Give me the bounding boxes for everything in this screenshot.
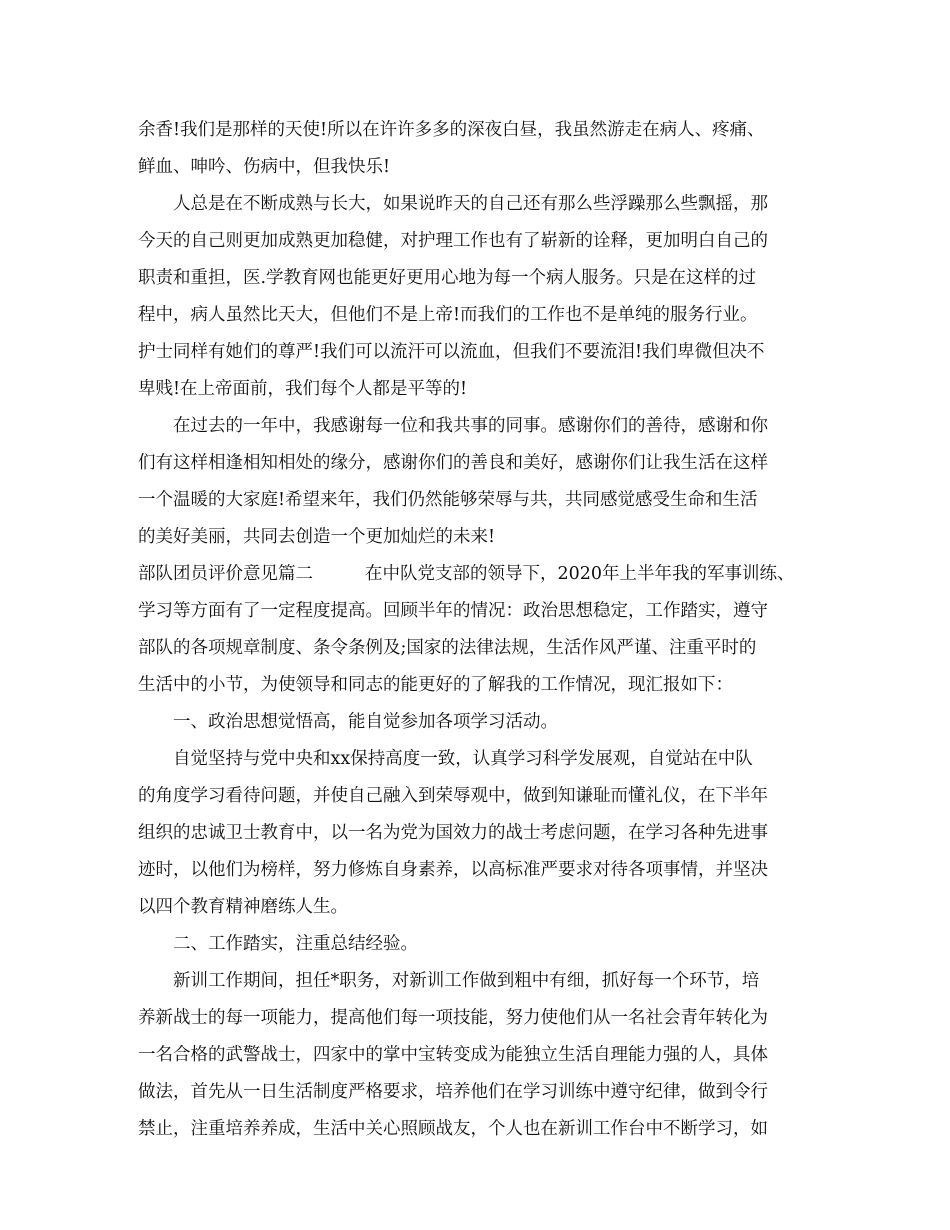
text-line-2: 鲜血、呻吟、伤病中，但我快乐! xyxy=(138,157,391,177)
text-line-21: 迹时，以他们为榜样，努力修炼自身素养，以高标准严要求对待各项事情，并坚决 xyxy=(138,860,768,880)
text-line-14: 学习等方面有了一定程度提高。回顾半年的情况：政治思想稳定，工作踏实，遵守 xyxy=(138,601,768,621)
section-first-line: 在中队党支部的领导下，2020年上半年我的军事训练、 xyxy=(365,564,795,584)
text-line-16: 生活中的小节，为使领导和同志的能更好的了解我的工作情况，现汇报如下： xyxy=(138,675,733,695)
text-line-27: 做法，首先从一日生活制度严格要求，培养他们在学习训练中遵守纪律，做到令行 xyxy=(138,1082,768,1102)
text-line-6: 程中，病人虽然比天大，但他们不是上帝!而我们的工作也不是单纯的服务行业。 xyxy=(138,305,758,325)
text-line-1: 余香!我们是那样的天使!所以在许许多多的深夜白昼，我虽然游走在病人、疼痛、 xyxy=(138,120,765,140)
text-line-9: 在过去的一年中，我感谢每一位和我共事的同事。感谢你们的善待，感谢和你 xyxy=(138,416,768,436)
text-line-15: 部队的各项规章制度、条令条例及;国家的法律法规，生活作风严谨、注重平时的 xyxy=(138,638,757,658)
text-line-28: 禁止，注重培养养成，生活中关心照顾战友，个人也在新训工作台中不断学习，如 xyxy=(138,1119,768,1139)
text-line-25: 养新战士的每一项能力，提高他们每一项技能，努力使他们从一名社会青年转化为 xyxy=(138,1008,768,1028)
text-line-12: 的美好美丽，共同去创造一个更加灿烂的未来! xyxy=(138,527,496,547)
subheading-1: 一、政治思想觉悟高，能自觉参加各项学习活动。 xyxy=(138,712,558,732)
text-line-4: 今天的自己则更加成熟更加稳健，对护理工作也有了崭新的诠释，更加明白自己的 xyxy=(138,231,768,251)
text-line-7: 护士同样有她们的尊严!我们可以流汗可以流血，但我们不要流泪!我们卑微但决不 xyxy=(138,342,765,362)
text-line-8: 卑贱!在上帝面前，我们每个人都是平等的! xyxy=(138,379,468,399)
document-page xyxy=(138,112,818,1148)
text-line-10: 们有这样相逢相知相处的缘分，感谢你们的善良和美好，感谢你们让我生活在这样 xyxy=(138,453,768,473)
section-title: 部队团员评价意见篇二 xyxy=(138,564,313,584)
subheading-2: 二、工作踏实，注重总结经验。 xyxy=(138,934,418,954)
text-line-26: 一名合格的武警战士，四家中的掌中宝转变成为能独立生活自理能力强的人，具体 xyxy=(138,1045,768,1065)
text-line-18: 自觉坚持与党中央和xx保持高度一致，认真学习科学发展观，自觉站在中队 xyxy=(138,749,753,769)
text-line-20: 组织的忠诚卫士教育中，以一名为党为国效力的战士考虑问题，在学习各种先进事 xyxy=(138,823,768,843)
text-line-5: 职责和重担，医.学教育网也能更好更用心地为每一个病人服务。只是在这样的过 xyxy=(138,268,757,288)
section-heading-line xyxy=(138,556,818,593)
text-line-19: 的角度学习看待问题，并使自己融入到荣辱观中，做到知谦耻而懂礼仪，在下半年 xyxy=(138,786,768,806)
text-line-11: 一个温暖的大家庭!希望来年，我们仍然能够荣辱与共，共同感觉感受生命和生活 xyxy=(138,490,758,510)
text-line-3: 人总是在不断成熟与长大，如果说昨天的自己还有那么些浮躁那么些飘摇，那 xyxy=(138,194,768,214)
text-line-22: 以四个教育精神磨练人生。 xyxy=(138,897,348,917)
text-line-24: 新训工作期间，担任*职务，对新训工作做到粗中有细，抓好每一个环节，培 xyxy=(138,971,760,991)
